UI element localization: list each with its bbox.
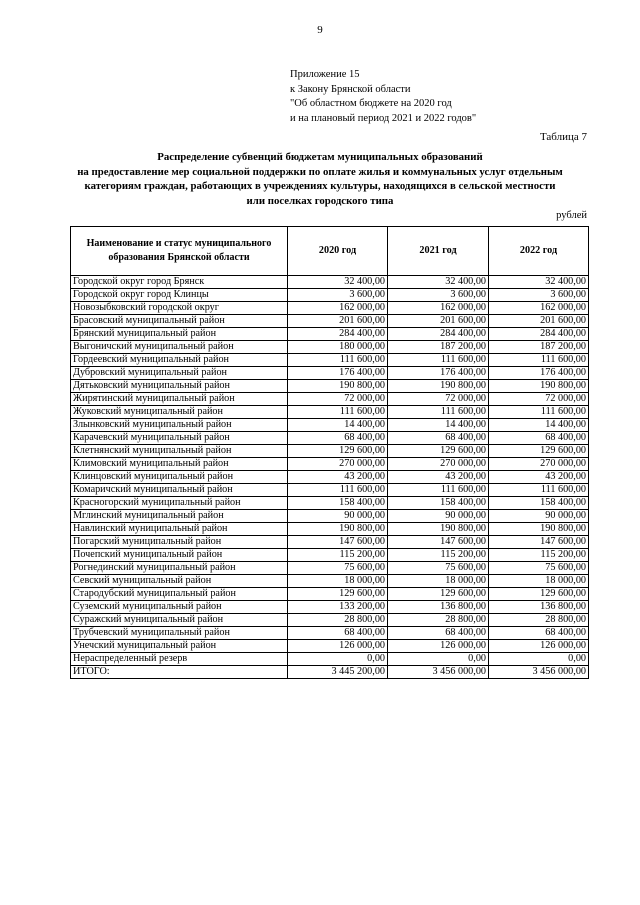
row-value-cell: 3 600,00	[288, 289, 388, 302]
row-value-cell: 32 400,00	[489, 276, 589, 289]
row-value-cell: 126 000,00	[388, 640, 489, 653]
row-name-cell: Мглинский муниципальный район	[71, 510, 288, 523]
row-name-cell: Выгоничский муниципальный район	[71, 341, 288, 354]
row-name-cell: Дятьковский муниципальный район	[71, 380, 288, 393]
row-name-cell: Суземский муниципальный район	[71, 601, 288, 614]
row-value-cell: 14 400,00	[388, 419, 489, 432]
row-value-cell: 147 600,00	[489, 536, 589, 549]
row-value-cell: 75 600,00	[288, 562, 388, 575]
appendix-line: Приложение 15	[290, 69, 360, 80]
row-value-cell: 18 000,00	[388, 575, 489, 588]
row-value-cell: 18 000,00	[489, 575, 589, 588]
row-value-cell: 133 200,00	[288, 601, 388, 614]
row-value-cell: 126 000,00	[288, 640, 388, 653]
row-value-cell: 111 600,00	[388, 484, 489, 497]
row-value-cell: 3 445 200,00	[288, 666, 388, 679]
row-value-cell: 32 400,00	[288, 276, 388, 289]
row-value-cell: 162 000,00	[489, 302, 589, 315]
row-value-cell: 3 456 000,00	[489, 666, 589, 679]
row-name-cell: Климовский муниципальный район	[71, 458, 288, 471]
row-value-cell: 90 000,00	[288, 510, 388, 523]
table-row	[71, 458, 589, 471]
table-row	[71, 354, 589, 367]
table-row	[71, 549, 589, 562]
row-value-cell: 190 800,00	[489, 380, 589, 393]
row-value-cell: 158 400,00	[489, 497, 589, 510]
row-value-cell: 68 400,00	[489, 627, 589, 640]
title-line: Распределение субвенций бюджетам муниципальных образований	[157, 151, 483, 163]
table-row	[71, 510, 589, 523]
table-row	[71, 380, 589, 393]
row-value-cell: 270 000,00	[388, 458, 489, 471]
table-row	[71, 588, 589, 601]
row-value-cell: 201 600,00	[388, 315, 489, 328]
row-value-cell: 68 400,00	[489, 432, 589, 445]
row-value-cell: 115 200,00	[288, 549, 388, 562]
row-name-cell: Клетнянский муниципальный район	[71, 445, 288, 458]
table-row	[71, 601, 589, 614]
row-name-cell: Почепский муниципальный район	[71, 549, 288, 562]
row-value-cell: 129 600,00	[489, 588, 589, 601]
row-value-cell: 115 200,00	[489, 549, 589, 562]
row-value-cell: 187 200,00	[388, 341, 489, 354]
row-name-cell: Нераспределенный резерв	[71, 653, 288, 666]
table-row	[71, 523, 589, 536]
row-value-cell: 68 400,00	[288, 432, 388, 445]
table-label: Таблица 7	[539, 131, 587, 143]
table-row	[71, 614, 589, 627]
row-value-cell: 176 400,00	[388, 367, 489, 380]
row-value-cell: 162 000,00	[288, 302, 388, 315]
row-name-cell: Стародубский муниципальный район	[71, 588, 288, 601]
table-row	[71, 328, 589, 341]
row-name-cell: Жуковский муниципальный район	[71, 406, 288, 419]
header-2021: 2021 год	[388, 227, 489, 276]
row-name-cell: ИТОГО:	[71, 666, 288, 679]
row-value-cell: 0,00	[489, 653, 589, 666]
row-value-cell: 136 800,00	[388, 601, 489, 614]
row-value-cell: 75 600,00	[489, 562, 589, 575]
title-line: или поселках городского типа	[246, 195, 394, 208]
row-value-cell: 284 400,00	[489, 328, 589, 341]
row-value-cell: 3 600,00	[388, 289, 489, 302]
row-value-cell: 90 000,00	[489, 510, 589, 523]
table-row	[71, 536, 589, 549]
appendix-note	[290, 68, 476, 126]
row-value-cell: 111 600,00	[288, 406, 388, 419]
row-value-cell: 0,00	[288, 653, 388, 666]
table-header-row	[71, 227, 589, 276]
row-value-cell: 68 400,00	[388, 627, 489, 640]
row-name-cell: Брасовский муниципальный район	[71, 315, 288, 328]
table-row	[71, 484, 589, 497]
title-line: категориям граждан, работающих в учреждениях культуры, находящихся в сельской местности	[84, 180, 556, 193]
table-row	[71, 419, 589, 432]
row-name-cell: Городской округ город Клинцы	[71, 289, 288, 302]
row-value-cell: 190 800,00	[388, 380, 489, 393]
table-row	[71, 445, 589, 458]
row-name-cell: Брянский муниципальный район	[71, 328, 288, 341]
document-title	[40, 150, 600, 209]
row-name-cell: Севский муниципальный район	[71, 575, 288, 588]
row-name-cell: Погарский муниципальный район	[71, 536, 288, 549]
row-value-cell: 72 000,00	[489, 393, 589, 406]
table-row	[71, 406, 589, 419]
row-name-cell: Навлинский муниципальный район	[71, 523, 288, 536]
table-row	[71, 627, 589, 640]
row-value-cell: 136 800,00	[489, 601, 589, 614]
row-name-cell: Трубчевский муниципальный район	[71, 627, 288, 640]
row-value-cell: 111 600,00	[288, 484, 388, 497]
row-name-cell: Дубровский муниципальный район	[71, 367, 288, 380]
row-name-cell: Унечский муниципальный район	[71, 640, 288, 653]
row-name-cell: Комаричский муниципальный район	[71, 484, 288, 497]
table-row	[71, 471, 589, 484]
row-value-cell: 68 400,00	[288, 627, 388, 640]
row-value-cell: 115 200,00	[388, 549, 489, 562]
table-row	[71, 276, 589, 289]
appendix-line: к Закону Брянской области	[290, 83, 411, 95]
row-value-cell: 190 800,00	[388, 523, 489, 536]
row-value-cell: 162 000,00	[388, 302, 489, 315]
row-value-cell: 158 400,00	[288, 497, 388, 510]
row-value-cell: 129 600,00	[388, 445, 489, 458]
row-name-cell: Гордеевский муниципальный район	[71, 354, 288, 367]
row-value-cell: 111 600,00	[489, 484, 589, 497]
header-name: Наименование и статус муниципального образования Брянской области	[71, 227, 288, 276]
row-name-cell: Новозыбковский городской округ	[71, 302, 288, 315]
row-value-cell: 111 600,00	[288, 354, 388, 367]
row-name-cell: Красногорский муниципальный район	[71, 497, 288, 510]
table-row	[71, 367, 589, 380]
row-name-cell: Городской округ город Брянск	[71, 276, 288, 289]
row-name-cell: Жирятинский муниципальный район	[71, 393, 288, 406]
row-value-cell: 72 000,00	[388, 393, 489, 406]
header-2022: 2022 год	[489, 227, 589, 276]
row-value-cell: 158 400,00	[388, 497, 489, 510]
table-row	[71, 640, 589, 653]
row-value-cell: 111 600,00	[489, 354, 589, 367]
row-value-cell: 201 600,00	[288, 315, 388, 328]
row-value-cell: 14 400,00	[489, 419, 589, 432]
page-number: 9	[317, 24, 323, 36]
table-body	[71, 276, 589, 679]
row-value-cell: 129 600,00	[388, 588, 489, 601]
row-value-cell: 28 800,00	[388, 614, 489, 627]
table-row	[71, 341, 589, 354]
row-value-cell: 28 800,00	[489, 614, 589, 627]
row-name-cell: Клинцовский муниципальный район	[71, 471, 288, 484]
table-row	[71, 315, 589, 328]
subsidy-table	[70, 226, 589, 679]
title-line: на предоставление мер социальной поддержки по оплате жилья и коммунальных услуг отдельным	[77, 165, 563, 178]
row-value-cell: 129 600,00	[288, 445, 388, 458]
table-row	[71, 497, 589, 510]
table-row	[71, 575, 589, 588]
row-name-cell: Карачевский муниципальный район	[71, 432, 288, 445]
table-row	[71, 653, 589, 666]
row-value-cell: 3 456 000,00	[388, 666, 489, 679]
row-value-cell: 201 600,00	[489, 315, 589, 328]
row-value-cell: 126 000,00	[489, 640, 589, 653]
row-value-cell: 190 800,00	[288, 523, 388, 536]
row-value-cell: 147 600,00	[288, 536, 388, 549]
row-value-cell: 68 400,00	[388, 432, 489, 445]
row-value-cell: 111 600,00	[388, 406, 489, 419]
row-value-cell: 111 600,00	[388, 354, 489, 367]
row-value-cell: 187 200,00	[489, 341, 589, 354]
units-label: рублей	[556, 210, 587, 221]
row-value-cell: 3 600,00	[489, 289, 589, 302]
table-row	[71, 562, 589, 575]
row-name-cell: Суражский муниципальный район	[71, 614, 288, 627]
row-value-cell: 0,00	[388, 653, 489, 666]
row-value-cell: 129 600,00	[288, 588, 388, 601]
row-name-cell: Злынковский муниципальный район	[71, 419, 288, 432]
table-row	[71, 666, 589, 679]
row-value-cell: 43 200,00	[288, 471, 388, 484]
row-name-cell: Рогнединский муниципальный район	[71, 562, 288, 575]
table-row	[71, 393, 589, 406]
row-value-cell: 43 200,00	[388, 471, 489, 484]
row-value-cell: 270 000,00	[288, 458, 388, 471]
row-value-cell: 147 600,00	[388, 536, 489, 549]
row-value-cell: 90 000,00	[388, 510, 489, 523]
row-value-cell: 284 400,00	[288, 328, 388, 341]
row-value-cell: 72 000,00	[288, 393, 388, 406]
row-value-cell: 176 400,00	[489, 367, 589, 380]
row-value-cell: 32 400,00	[388, 276, 489, 289]
row-value-cell: 75 600,00	[388, 562, 489, 575]
row-value-cell: 180 000,00	[288, 341, 388, 354]
appendix-line: "Об областном бюджете на 2020 год	[290, 98, 452, 109]
row-value-cell: 43 200,00	[489, 471, 589, 484]
row-value-cell: 284 400,00	[388, 328, 489, 341]
row-value-cell: 190 800,00	[288, 380, 388, 393]
row-value-cell: 28 800,00	[288, 614, 388, 627]
appendix-line: и на плановый период 2021 и 2022 годов"	[290, 112, 477, 124]
row-value-cell: 111 600,00	[489, 406, 589, 419]
row-value-cell: 270 000,00	[489, 458, 589, 471]
table-row	[71, 302, 589, 315]
table-row	[71, 289, 589, 302]
row-value-cell: 129 600,00	[489, 445, 589, 458]
row-value-cell: 176 400,00	[288, 367, 388, 380]
row-value-cell: 190 800,00	[489, 523, 589, 536]
row-value-cell: 14 400,00	[288, 419, 388, 432]
row-value-cell: 18 000,00	[288, 575, 388, 588]
table-row	[71, 432, 589, 445]
header-2020: 2020 год	[288, 227, 388, 276]
